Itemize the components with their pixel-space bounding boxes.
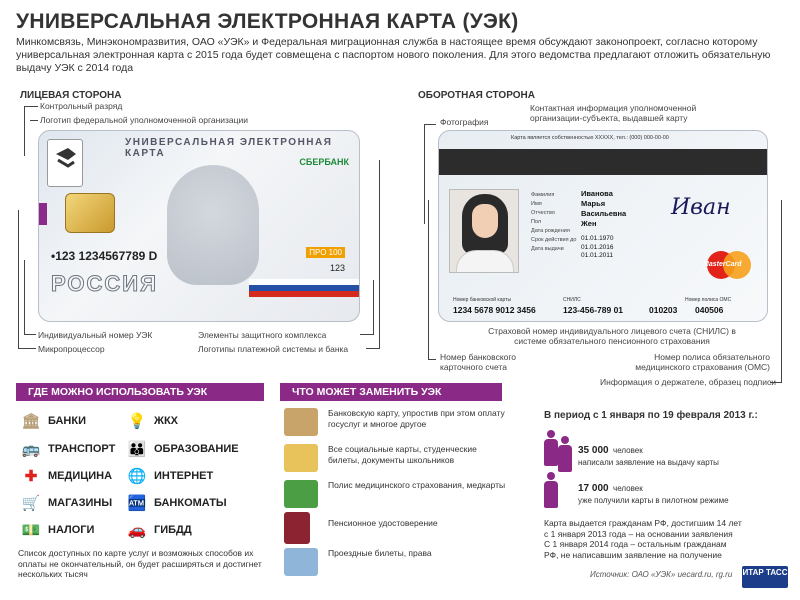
replace-item-medical-policy: Полис медицинского страхования, медкарты [284,480,508,508]
oms-number-1: 010203 [649,305,678,315]
snils-label: СНИЛС [563,297,581,303]
bank-icon: 🏛 [21,413,41,430]
bank-card-number: 1234 5678 9012 3456 [453,305,536,315]
replace-item-tickets: Проездные билеты, права [284,548,508,576]
card-back [438,130,768,322]
person-icon [544,472,558,508]
sberbank-logo: СБЕРБАНК [299,157,349,167]
oms-number-2: 040506 [695,305,724,315]
use-item-taxes: 💵 НАЛОГИ [21,522,95,539]
ann-snils: Страховой номер индивидуального лицевого счета (СНИЛС) в системе обязательного пенсионного страхования [488,326,736,346]
cart-icon: 🛒 [21,495,41,512]
ann-federal-logo: Логотип федеральной уполномоченной организации [40,115,249,125]
metro-ticket-icon [284,548,318,576]
coat-of-arms-icon [167,165,259,285]
flag-stripes [249,279,359,297]
mastercard-label: MasterCard [703,261,742,268]
bank-card-label: Номер банковской карты [453,297,512,303]
snils-number: 123-456-789 01 [563,305,624,315]
ann-contact: Контактная информация уполномоченной организации-субъекта, выдавшей карту [530,103,697,123]
stats-heading: В период с 1 января по 19 февраля 2013 г.: [544,410,758,421]
use-item-traffic-police: 🚗 ГИБДД [127,522,192,539]
money-icon: 💵 [21,522,41,539]
stats-note: Карта выдается гражданам РФ, достигшим 14 лет с 1 января 2013 года – на основании заявления С 1 января 2014 года – остальным гражданам РФ, не написавшим заявление на получение [544,518,742,560]
ann-payment-logos: Логотипы платежной системы и банка [198,344,349,354]
intro-text: Минкомсвязь, Минэкономразвития, ОАО «УЭК» и Федеральная миграционная служба в настоящее время обсуждают законопроект, согласно которому универсальная электронная карта с 2015 года будет совмещена с паспортом нового поколения. Для этого ведомства предлагают отложить обязательную выдачу УЭК с 2014 года [16,36,771,74]
card-front [38,130,360,322]
atm-icon: 🏧 [127,495,147,512]
replace-item-social-cards: Все социальные карты, студенческие билеты, документы школьников [284,444,508,472]
uek-logo-icon [47,139,83,187]
use-item-internet: 🌐 ИНТЕРНЕТ [127,468,214,485]
signature: Иван [671,195,731,220]
pro100-logo: ПРО 100 [306,247,345,258]
ann-uek-number: Индивидуальный номер УЭК [38,330,153,340]
page-title: УНИВЕРСАЛЬНАЯ ЭЛЕКТРОННАЯ КАРТА (УЭК) [16,10,519,33]
pension-id-icon [284,512,310,544]
education-icon: 👪 [127,441,147,458]
chip-icon [65,193,115,233]
bulb-icon: 💡 [127,413,147,430]
ann-holder: Информация о держателе, образец подписи [600,377,776,387]
use-item-atm: 🏧 БАНКОМАТЫ [127,495,227,512]
ann-oms: Номер полиса обязательного медицинского страхования (ОМС) [635,352,770,372]
field-labels: Фамилия Имя Отчество Пол Дата рождения Срок действия до Дата выдачи [531,192,577,252]
ann-control-digit: Контрольный разряд [40,101,123,111]
source-text: Источник: ОАО «УЭК» uecard.ru, rg.ru [590,570,733,579]
itar-tass-logo: ИТАР ТАСС [742,566,788,588]
ann-security: Элементы защитного комплекса [198,330,327,340]
person-icon [558,436,572,472]
holder-values: Иванова Марья Васильевна Жен [581,189,627,228]
ann-microprocessor: Микропроцессор [38,344,105,354]
social-card-icon [284,444,318,472]
globe-icon: 🌐 [127,468,147,485]
holder-photo [449,189,519,273]
mini-number: 123 [329,263,345,273]
stat-2: 17 000 человек уже получили карты в пилотном режиме [578,483,729,505]
replace-heading: ЧТО МОЖЕТ ЗАМЕНИТЬ УЭК [280,383,502,401]
use-item-education: 👪 ОБРАЗОВАНИЕ [127,441,239,458]
replace-item-pension: Пенсионное удостоверение [284,512,508,544]
use-item-medicine: ✚ МЕДИЦИНА [20,467,112,485]
use-item-transport: 🚌 ТРАНСПОРТ [21,441,116,458]
use-item-utilities: 💡 ЖКХ [127,413,178,430]
back-heading: ОБОРОТНАЯ СТОРОНА [418,90,535,101]
car-icon: 🚗 [127,522,147,539]
holder-dates: 01.01.1970 01.01.2016 01.01.2011 [581,235,614,259]
russia-text: РОССИЯ [51,271,158,296]
magnetic-strip [439,149,767,175]
stat-1: 35 000 человек написали заявление на выдачу карты [578,445,719,467]
use-note: Список доступных по карте услуг и возможных способов их оплаты не окончательный, он будет расширяться и достигнет нескольких тысяч [18,548,262,579]
card-number: •123 1234567789 D [51,249,158,263]
replace-item-bank-card: Банковскую карту, упростив при этом оплату госуслуг и многое другое [284,408,508,436]
bus-icon: 🚌 [21,441,41,458]
use-item-banks: 🏛 БАНКИ [21,413,86,430]
person-icon [544,430,558,466]
front-heading: ЛИЦЕВАЯ СТОРОНА [20,90,122,101]
use-item-shops: 🛒 МАГАЗИНЫ [21,495,113,512]
medical-policy-icon [284,480,318,508]
bank-card-icon [284,408,318,436]
oms-label: Номер полиса ОМС [685,297,732,303]
owner-line: Карта является собственностью XXXXX, тел.: (000) 000-00-00 [511,135,669,141]
ann-photo: Фотография [440,117,489,127]
card-title: УНИВЕРСАЛЬНАЯ ЭЛЕКТРОННАЯ КАРТА [125,137,333,159]
use-heading: ГДЕ МОЖНО ИСПОЛЬЗОВАТЬ УЭК [16,383,264,401]
medical-cross-icon: ✚ [24,468,38,485]
control-tab [39,203,47,225]
ann-bank-account: Номер банковского карточного счета [440,352,517,372]
